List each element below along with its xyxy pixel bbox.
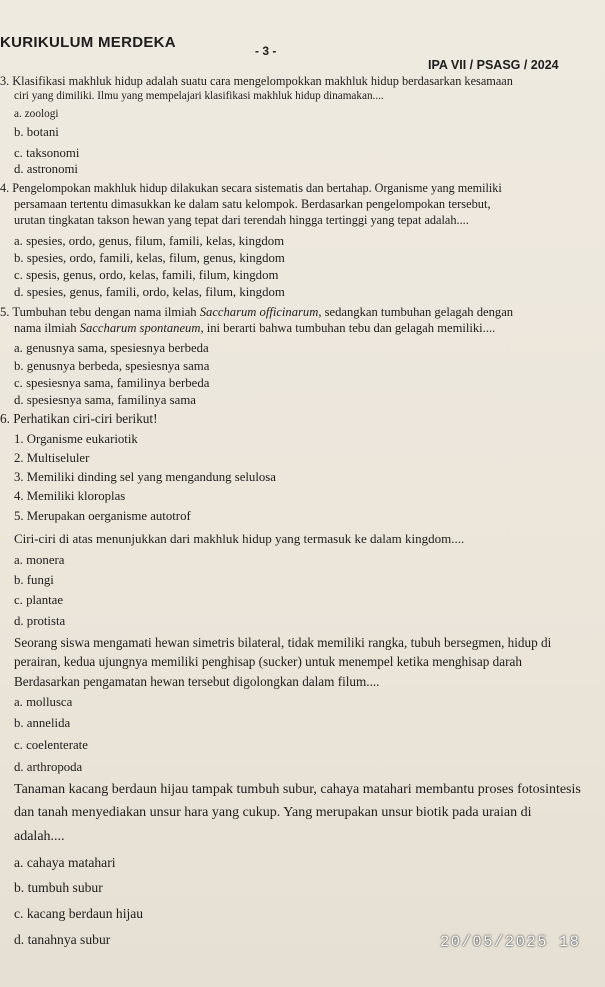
question-text-line: Seorang siswa mengamati hewan simetris bilateral, tidak memiliki rangka, tubuh bersegmen, hidup di xyxy=(14,635,552,650)
question-text: 5. Tumbuhan tebu dengan nama ilmiah xyxy=(0,305,200,319)
answer-option: a. cahaya matahari xyxy=(14,855,116,870)
question-intro: 6. Perhatikan ciri-ciri berikut! xyxy=(0,411,158,426)
answer-option: d. tanahnya subur xyxy=(14,932,111,947)
characteristic-item: 4. Memiliki kloroplas xyxy=(14,489,126,503)
answer-option: b. fungi xyxy=(14,573,54,587)
answer-option: c. plantae xyxy=(14,593,64,607)
answer-option: a. spesies, ordo, genus, filum, famili, kelas, kingdom xyxy=(14,234,285,248)
characteristic-item: 3. Memiliki dinding sel yang mengandung selulosa xyxy=(14,470,276,484)
question-biotic xyxy=(0,779,603,849)
characteristic-item: 1. Organisme eukariotik xyxy=(14,432,138,446)
question-text-line: adalah.... xyxy=(14,829,65,844)
answer-option: a. monera xyxy=(14,553,65,567)
question-annelida xyxy=(0,634,603,692)
answer-option: d. spesies, genus, famili, ordo, kelas, filum, kingdom xyxy=(14,285,285,299)
question-text-line: Berdasarkan pengamatan hewan tersebut digolongkan dalam filum.... xyxy=(14,674,380,689)
question-taxonomy-science xyxy=(0,73,603,103)
answer-option: b. tumbuh subur xyxy=(14,880,103,895)
question-text-line: ciri yang dimiliki. Ilmu yang mempelajari klasifikasi makhluk hidup dinamakan.... xyxy=(14,90,384,102)
answer-option: a. zoologi xyxy=(14,108,59,120)
scientific-name: Saccharum spontaneum xyxy=(79,321,201,335)
question-sugarcane xyxy=(0,304,603,336)
question-text: , sedangkan tumbuhan gelagah dengan xyxy=(318,305,514,319)
question-text: Ciri-ciri di atas menunjukkan dari makhluk hidup yang termasuk ke dalam kingdom.... xyxy=(14,531,465,546)
answer-option: d. protista xyxy=(14,614,66,628)
question-text-line: perairan, kedua ujungnya memiliki penghisap (sucker) untuk menempel ketika menghisap darah xyxy=(14,654,522,669)
answer-option: c. taksonomi xyxy=(14,146,80,160)
curriculum-header: KURIKULUM MERDEKA xyxy=(0,34,176,51)
question-taxon-order xyxy=(0,180,603,228)
answer-option: c. coelenterate xyxy=(14,738,88,752)
answer-option: c. spesiesnya sama, familinya berbeda xyxy=(14,376,210,390)
answer-option: b. botani xyxy=(14,125,59,139)
answer-option: b. genusnya berbeda, spesiesnya sama xyxy=(14,359,210,373)
question-text: , ini berarti bahwa tumbuhan tebu dan gelagah memiliki.... xyxy=(200,321,496,335)
answer-option: d. arthropoda xyxy=(14,760,83,774)
answer-option: d. astronomi xyxy=(14,162,78,176)
answer-option: c. spesis, genus, ordo, kelas, famili, filum, kingdom xyxy=(14,268,279,282)
answer-option: b. spesies, ordo, famili, kelas, filum, genus, kingdom xyxy=(14,251,285,265)
question-text-line: 4. Pengelompokan makhluk hidup dilakukan secara sistematis dan bertahap. Organisme yang memiliki xyxy=(0,181,502,195)
question-text-line: Tanaman kacang berdaun hijau tampak tumbuh subur, cahaya matahari membantu proses fotosintesis xyxy=(14,782,581,797)
characteristic-item: 2. Multiseluler xyxy=(14,451,90,465)
answer-option: a. mollusca xyxy=(14,695,73,709)
answer-option: a. genusnya sama, spesiesnya berbeda xyxy=(14,341,209,355)
exam-code: IPA VII / PSASG / 2024 xyxy=(428,58,559,72)
answer-option: b. annelida xyxy=(14,716,71,730)
question-text-line: urutan tingkatan takson hewan yang tepat dari terendah hingga tertinggi yang tepat adalah.... xyxy=(14,213,469,227)
page-number: - 3 - xyxy=(255,44,277,58)
question-text-line: persamaan tertentu dimasukkan ke dalam satu kelompok. Berdasarkan pengelompokan tersebut, xyxy=(14,197,491,211)
photo-date-stamp: 20/05/2025 18 xyxy=(440,933,581,951)
scientific-name: Saccharum officinarum xyxy=(199,305,319,319)
characteristic-item: 5. Merupakan oerganisme autotrof xyxy=(14,509,191,523)
question-text-line: 3. Klasifikasi makhluk hidup adalah suatu cara mengelompokkan makhluk hidup berdasarkan kesamaan xyxy=(0,74,513,88)
question-text-line: dan tanah menyediakan unsur hara yang cukup. Yang merupakan unsur biotik pada uraian di xyxy=(14,805,532,820)
answer-option: d. spesiesnya sama, familinya sama xyxy=(14,393,196,407)
question-text: nama ilmiah xyxy=(14,321,80,335)
answer-option: c. kacang berdaun hijau xyxy=(14,906,144,921)
